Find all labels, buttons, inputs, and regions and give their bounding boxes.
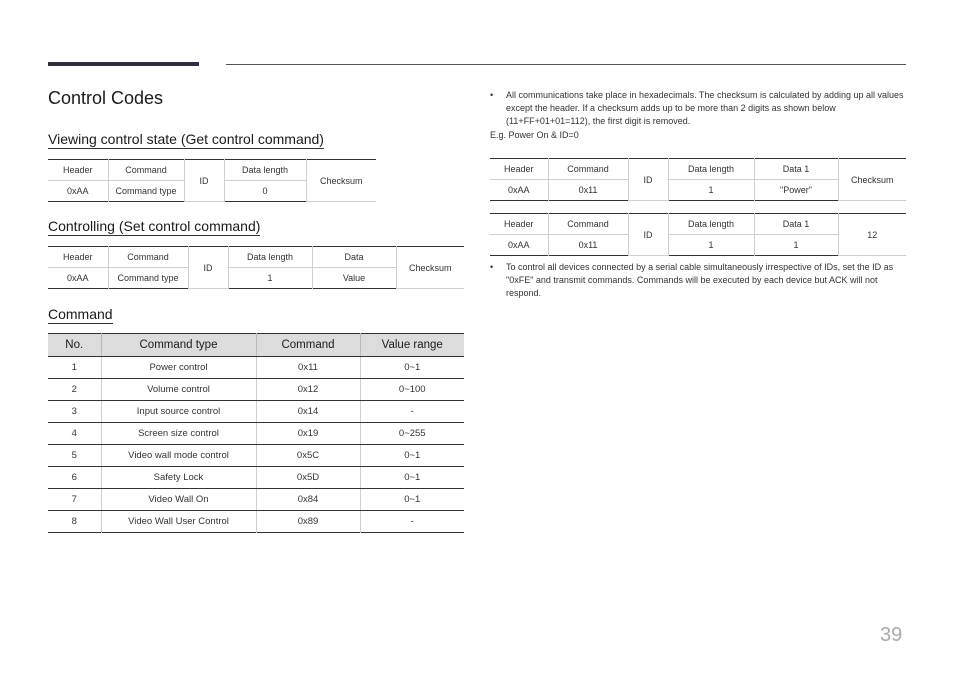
example-table-values — [490, 213, 906, 256]
table-cell: Data 1 — [754, 159, 838, 180]
table-row — [48, 423, 464, 445]
table-cell: 0~1 — [360, 445, 464, 467]
table-cell: 0x84 — [256, 489, 360, 511]
table-cell: 1 — [754, 235, 838, 256]
table-row — [48, 445, 464, 467]
table-cell: 0x19 — [256, 423, 360, 445]
section-title-command: Command — [48, 306, 113, 322]
table-cell: 3 — [48, 401, 101, 423]
column-header: No. — [48, 334, 101, 357]
section-title-get: Viewing control state (Get control command) — [48, 131, 324, 147]
note-broadcast-id — [490, 261, 906, 300]
table-cell: 1 — [48, 357, 101, 379]
table-cell: Header — [48, 160, 108, 181]
table-cell: Checksum — [306, 160, 376, 202]
table-cell: Data length — [228, 247, 312, 268]
table-row — [48, 357, 464, 379]
table-cell: Power control — [101, 357, 256, 379]
header-rule — [226, 64, 906, 65]
table-cell: 4 — [48, 423, 101, 445]
table-cell: 2 — [48, 379, 101, 401]
table-cell: Video Wall On — [101, 489, 256, 511]
table-cell: Command — [108, 160, 184, 181]
section-title-set: Controlling (Set control command) — [48, 218, 261, 234]
table-row — [48, 467, 464, 489]
table-cell: 0x11 — [548, 235, 628, 256]
table-cell: Video Wall User Control — [101, 511, 256, 533]
example-caption: E.g. Power On & ID=0 — [490, 130, 579, 140]
column-header: Command type — [101, 334, 256, 357]
example-table-power — [490, 158, 906, 201]
table-cell: Data 1 — [754, 214, 838, 235]
table-cell: Value — [312, 268, 396, 289]
table-cell: Command — [548, 214, 628, 235]
table-cell: Data — [312, 247, 396, 268]
table-row — [48, 401, 464, 423]
table-row — [48, 489, 464, 511]
table-cell: 7 — [48, 489, 101, 511]
table-cell: 1 — [228, 268, 312, 289]
page-number: 39 — [880, 624, 903, 646]
table-cell: 0 — [224, 181, 306, 202]
table-row — [48, 511, 464, 533]
table-cell: 0x11 — [256, 357, 360, 379]
table-cell: Video wall mode control — [101, 445, 256, 467]
table-cell: ID — [184, 160, 224, 202]
table-cell: Screen size control — [101, 423, 256, 445]
table-cell: Header — [490, 214, 548, 235]
table-cell: 0~1 — [360, 357, 464, 379]
table-cell: "Power" — [754, 180, 838, 201]
set-command-table — [48, 246, 464, 289]
table-cell: 0x11 — [548, 180, 628, 201]
table-cell: 0xAA — [48, 268, 108, 289]
table-cell: ID — [628, 159, 668, 201]
note-hexadecimal — [490, 89, 906, 128]
table-cell: Header — [490, 159, 548, 180]
table-cell: - — [360, 401, 464, 423]
bullet-icon: • — [490, 90, 494, 100]
table-cell: 0x14 — [256, 401, 360, 423]
table-cell: Header — [48, 247, 108, 268]
get-command-table — [48, 159, 376, 202]
table-cell: ID — [628, 214, 668, 256]
table-cell: 1 — [668, 235, 754, 256]
table-cell: Safety Lock — [101, 467, 256, 489]
table-cell: 0~100 — [360, 379, 464, 401]
table-cell: 0xAA — [490, 235, 548, 256]
command-table — [48, 333, 464, 533]
table-cell: 0x5D — [256, 467, 360, 489]
bullet-icon: • — [490, 262, 494, 272]
table-cell: - — [410, 516, 414, 527]
table-cell: 12 — [838, 214, 906, 256]
table-cell: 0x12 — [256, 379, 360, 401]
table-cell: Command — [108, 247, 188, 268]
column-header: Value range — [360, 334, 464, 357]
page-title: Control Codes — [48, 88, 164, 108]
table-cell: 0~255 — [360, 423, 464, 445]
header-accent-bar — [48, 62, 199, 66]
table-cell: Volume control — [101, 379, 256, 401]
note-text: All communications take place in hexadecimals. The checksum is calculated by adding up all values except the header. If a checksum adds up to be more than 2 digits as shown below (11+FF+01+01=112), the first digit is removed. — [506, 90, 904, 126]
table-cell: 0xAA — [48, 181, 108, 202]
table-cell: Command type — [108, 181, 184, 202]
table-cell: Command type — [108, 268, 188, 289]
table-cell: 0x89 — [256, 511, 360, 533]
table-cell: 0~1 — [360, 467, 464, 489]
table-cell: Checksum — [396, 247, 464, 289]
table-cell: Command — [548, 159, 628, 180]
table-cell: 0xAA — [490, 180, 548, 201]
table-cell: 1 — [668, 180, 754, 201]
table-cell: 0~1 — [360, 489, 464, 511]
table-cell: ID — [188, 247, 228, 289]
table-cell: Data length — [224, 160, 306, 181]
table-cell: 0x5C — [256, 445, 360, 467]
table-cell: Checksum — [838, 159, 906, 201]
note-text: To control all devices connected by a serial cable simultaneously irrespective of IDs, set the ID as "0xFE" and transmit commands. Commands will be executed by each device but ACK will not respond. — [506, 262, 894, 298]
table-cell: Data length — [668, 159, 754, 180]
table-row — [48, 379, 464, 401]
table-cell: 6 — [48, 467, 101, 489]
column-header: Command — [256, 334, 360, 357]
table-cell: Data length — [668, 214, 754, 235]
table-cell: Input source control — [101, 401, 256, 423]
table-cell: 8 — [48, 511, 101, 533]
table-cell: 5 — [48, 445, 101, 467]
